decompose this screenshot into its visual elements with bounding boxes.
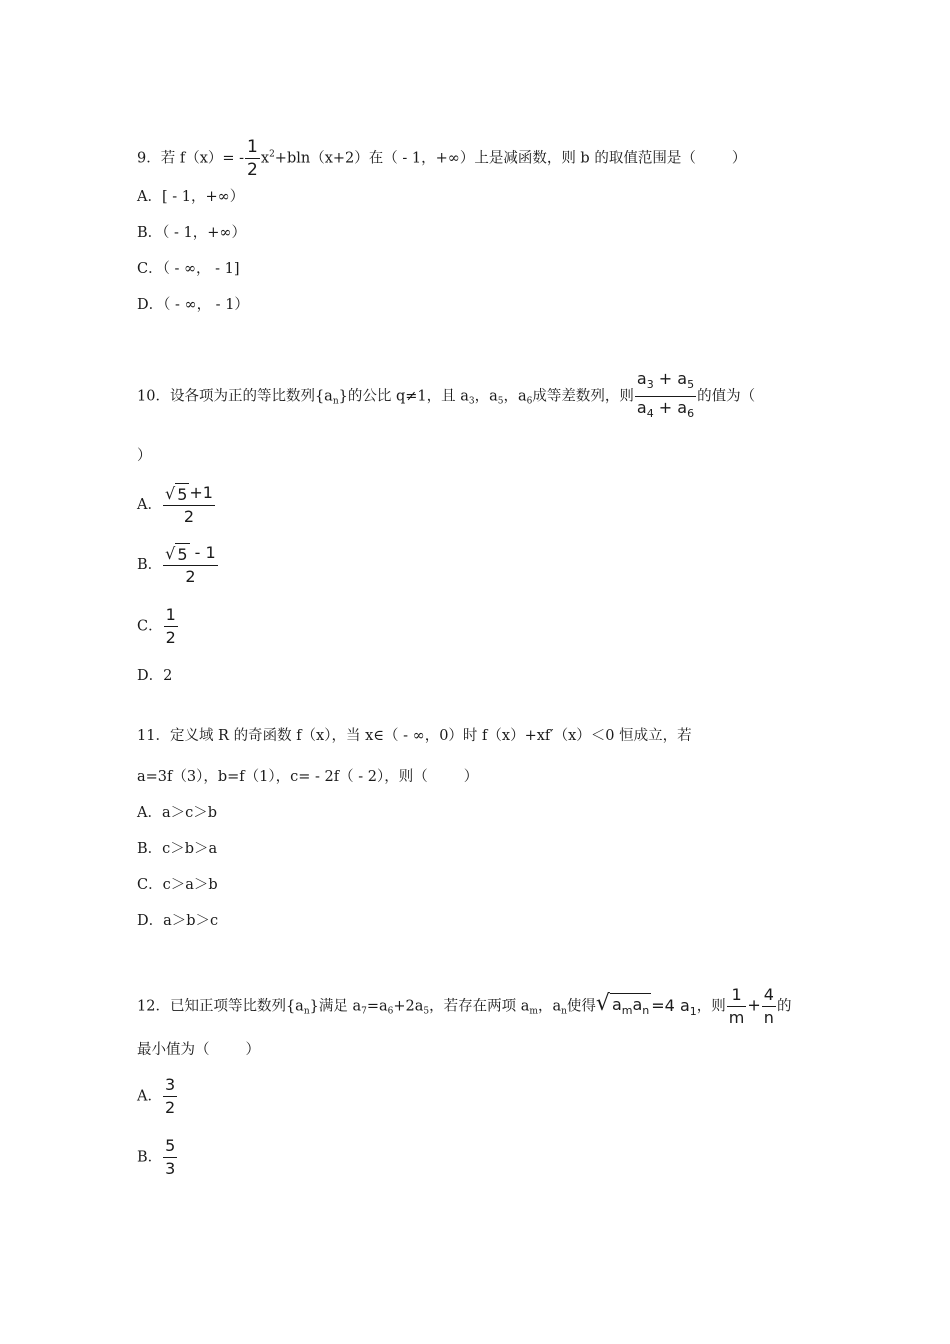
q11-option-b: B．c＞b＞a — [137, 841, 218, 857]
q12-stem: 12．已知正项等比数列$\{a_n\}$满足 $a_7=a_6+2a_5$，若存在两项 $a_m$，$a_n$使得 √ $a_ma_n$ =4 $a_1$，则 $\frac{1}{m}$ + $\frac{4}{n}$ 的 — [137, 985, 792, 1027]
q10-option-b-fraction: √ 5 - 1 2 — [165, 543, 216, 586]
q10-option-c-fraction: $\frac{1}{2}$ — [165, 605, 176, 647]
q11-stem-line2: a=3f（3），b=f（1），c= - 2f（ - 2），则（ ） — [137, 769, 479, 785]
q10-option-d: D．2 — [137, 668, 173, 684]
q10-stem-close: ） — [137, 448, 152, 464]
q10-option-b: B． √ 5 - 1 2 — [137, 543, 216, 586]
q10-option-a: A． √ 5 +1 2 — [137, 483, 213, 526]
q9-stem: 9．若 f（x）= - $\frac{1}{2}$ $x^2+bln(x+2)$在（ - 1，+∞）上是减函数，则 b 的取值范围是（ ） — [137, 137, 747, 180]
q10-ratio-fraction: $\frac{a_3 + a_5}{a_4 + a_6}$ — [636, 369, 695, 420]
q12-sqrt-expression: √ $a_ma_n$ — [596, 993, 651, 1021]
q12-option-b: B． $\frac{5}{3}$ — [137, 1136, 176, 1178]
q12-fraction-1-over-m: $\frac{1}{m}$ — [728, 985, 745, 1027]
q10-option-c: C． $\frac{1}{2}$ — [137, 605, 176, 647]
q11-option-c: C．c＞a＞b — [137, 877, 218, 893]
q9-option-d: D．（ - ∞， - 1） — [137, 297, 249, 313]
q10-stem: 10．设各项为正的等比数列$\{a_n\}$的公比 q≠1，且 $a_3$，$a_5$，$a_6$成等差数列，则 $\frac{a_3 + a_5}{a_4 + a_6}$ 的值为（ — [137, 368, 755, 425]
q11-stem-line1: 11．定义域 R 的奇函数 f（x），当 x∈（ - ∞，0）时 f（x）+xf′（x）＜0 恒成立，若 — [137, 728, 692, 744]
q12-option-a: A． $\frac{3}{2}$ — [137, 1075, 176, 1117]
q12-stem-line2: 最小值为（ ） — [137, 1042, 260, 1058]
q9-option-c: C．（ - ∞， - 1] — [137, 261, 240, 277]
q9-option-b: B．（ - 1，+∞） — [137, 225, 246, 241]
q12-option-b-fraction: $\frac{5}{3}$ — [165, 1136, 176, 1178]
q12-fraction-4-over-n: $\frac{4}{n}$ — [763, 985, 774, 1027]
q12-option-a-fraction: $\frac{3}{2}$ — [164, 1075, 176, 1117]
q10-option-a-fraction: √ 5 +1 2 — [164, 483, 213, 526]
q11-option-a: A．a＞c＞b — [137, 805, 218, 821]
q11-option-d: D．a＞b＞c — [137, 913, 219, 929]
q9-option-a: A．[ - 1，+∞） — [137, 189, 245, 205]
q9-fraction: $\frac{1}{2}$ — [247, 137, 258, 180]
